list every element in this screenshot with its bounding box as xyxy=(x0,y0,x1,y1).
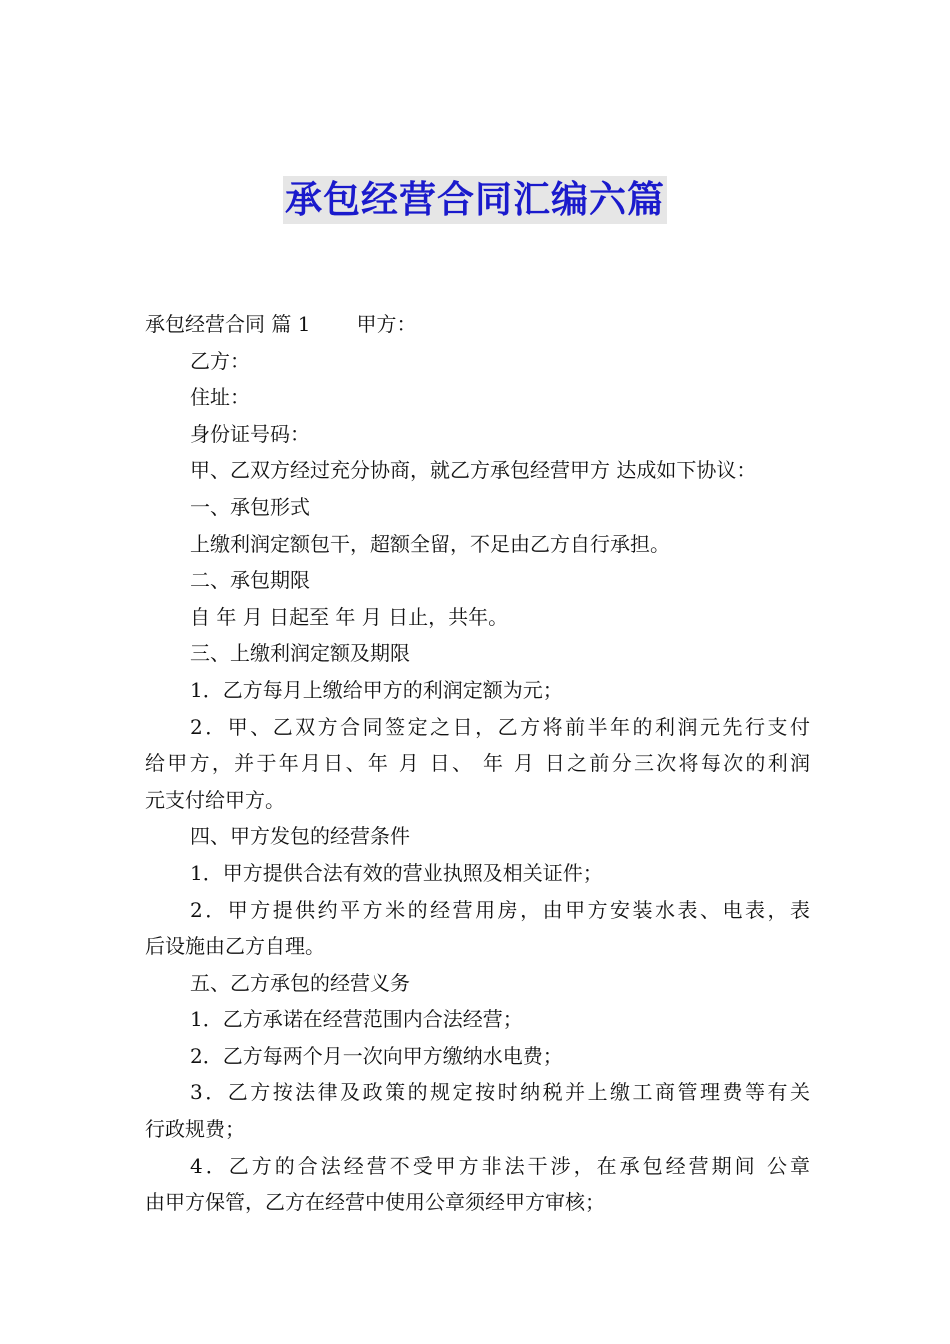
document-body xyxy=(145,306,810,1221)
section-heading: 四、甲方发包的经营条件 xyxy=(190,824,410,849)
clause-line: 1．乙方承诺在经营范围内合法经营； xyxy=(190,1007,523,1032)
agreement-intro: 甲、乙双方经过充分协商，就乙方承包经营甲方 达成如下协议： xyxy=(190,458,757,483)
clause-continuation: 后设施由乙方自理。 xyxy=(145,934,325,959)
contract-heading: 承包经营合同 篇 1 xyxy=(145,312,311,336)
address-line: 住址： xyxy=(190,385,250,410)
clause-line: 1．乙方每月上缴给甲方的利润定额为元； xyxy=(190,677,563,702)
paragraph-line: 自 年 月 日起至 年 月 日止，共年。 xyxy=(190,604,509,629)
clause-line: 4．乙方的合法经营不受甲方非法干涉，在承包经营期间 公章 xyxy=(190,1153,810,1178)
clause-continuation: 由甲方保管，乙方在经营中使用公章须经甲方审核； xyxy=(145,1190,605,1215)
section-heading: 一、承包形式 xyxy=(190,494,310,519)
section-heading: 二、承包期限 xyxy=(190,568,310,593)
section-heading: 五、乙方承包的经营义务 xyxy=(190,970,410,995)
contract-heading-line xyxy=(145,306,810,343)
paragraph-line: 上缴利润定额包干，超额全留，不足由乙方自行承担。 xyxy=(190,531,670,556)
id-number-line: 身份证号码： xyxy=(190,421,310,446)
clause-line: 2．乙方每两个月一次向甲方缴纳水电费； xyxy=(190,1043,563,1068)
clause-line: 3．乙方按法律及政策的规定按时纳税并上缴工商管理费等有关 xyxy=(190,1080,810,1105)
section-heading: 三、上缴利润定额及期限 xyxy=(190,641,410,666)
clause-continuation: 元支付给甲方。 xyxy=(145,787,285,812)
clause-line: 1．甲方提供合法有效的营业执照及相关证件； xyxy=(190,860,603,885)
title-container xyxy=(0,176,950,224)
party-a-label: 甲方： xyxy=(356,312,417,336)
clause-line: 2．甲、乙双方合同签定之日，乙方将前半年的利润元先行支付 xyxy=(190,714,810,739)
clause-continuation: 给甲方，并于年月日、年 月 日、 年 月 日之前分三次将每次的利润 xyxy=(145,751,810,776)
party-b-line: 乙方： xyxy=(190,348,250,373)
clause-line: 2．甲方提供约平方米的经营用房，由甲方安装水表、电表，表 xyxy=(190,897,810,922)
document-title: 承包经营合同汇编六篇 xyxy=(283,176,667,224)
clause-continuation: 行政规费； xyxy=(145,1117,245,1142)
